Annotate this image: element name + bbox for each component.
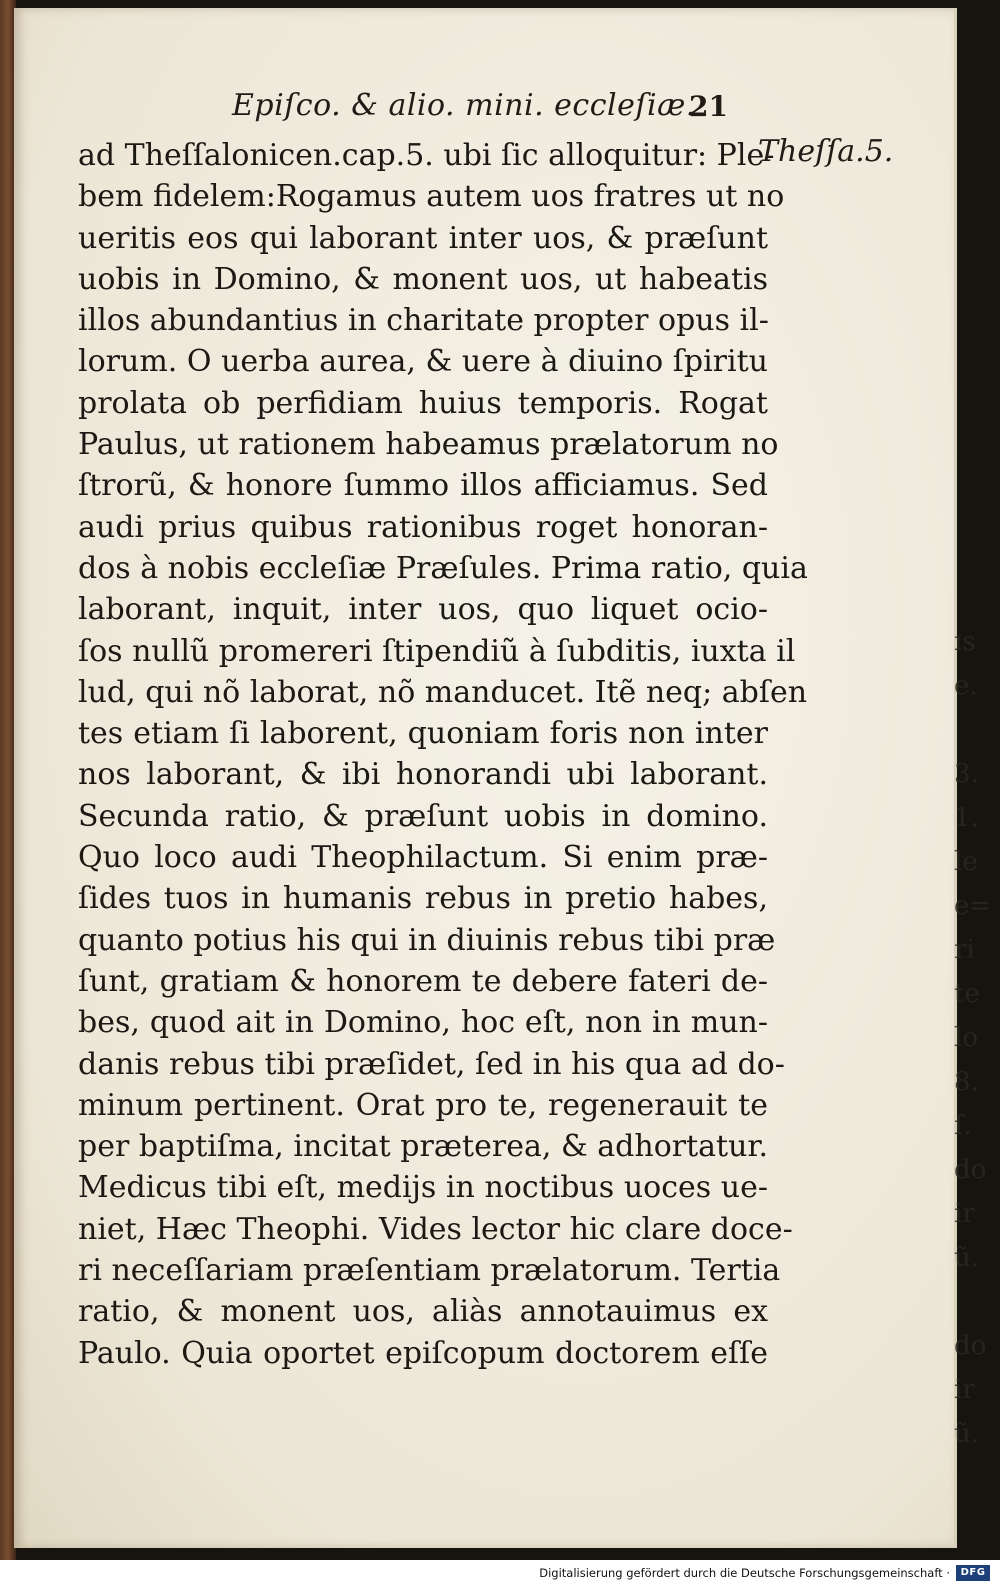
text-line: bem fidelem:Rogamus autem uos fratres ut no	[78, 179, 785, 215]
text-line: dos à nobis eccleſiæ Præſules. Prima ratio, quia	[78, 550, 808, 586]
page-number: 21	[689, 90, 728, 123]
next-page-fragment: do	[954, 1331, 987, 1361]
text-line: illos abundantius in charitate propter opus il-	[78, 303, 769, 339]
next-page-fragment	[954, 708, 1000, 752]
text-line: lorum. O uerba aurea, & uere à diuino ſpiritu	[78, 344, 768, 380]
text-line: ſunt, gratiam & honorem te debere fateri de-	[78, 963, 768, 999]
text-line: minum pertinent. Orat pro te, regenerauit te	[78, 1087, 768, 1123]
text-line: danis rebus tibi præſidet, ſed in his qua ad do-	[78, 1046, 785, 1082]
footer-credit: Digitalisierung gefördert durch die Deutsche Forschungsgemeinschaft ·	[539, 1566, 950, 1580]
text-line: Paulus, ut rationem habeamus prælatorum no	[78, 427, 779, 463]
next-page-fragment: e=	[954, 891, 992, 921]
next-page-fragment	[954, 1280, 1000, 1324]
text-line: ſos nullũ promereri ſtipendiũ à ſubditis, iuxta il	[78, 633, 796, 669]
text-line: bes, quod ait in Domino, hoc eſt, non in mun-	[78, 1005, 768, 1041]
next-page-fragment: ſ.	[954, 1111, 972, 1141]
next-page-fragment: lo	[954, 1023, 978, 1053]
text-line: laborant, inquit, inter uos, quo liquet ocio-	[78, 592, 768, 628]
text-line: ſtrorũ, & honore ſummo illos afficiamus. Sed	[78, 468, 768, 504]
next-page-fragment: ri	[954, 935, 975, 965]
text-line: Paulo. Quia oportet epiſcopum doctorem eſſe	[78, 1335, 768, 1371]
text-line: ſides tuos in humanis rebus in pretio habes,	[78, 881, 768, 917]
next-page-fragment: 1.	[954, 803, 979, 833]
next-page-fragment: le	[954, 847, 978, 877]
dfg-logo: DFG	[956, 1565, 990, 1581]
next-page-fragment: e.	[954, 671, 978, 701]
next-page-fragment: 8.	[954, 1067, 979, 1097]
next-page-fragment: ũ.	[954, 1243, 980, 1273]
text-line: Medicus tibi eſt, medijs in noctibus uoces ue-	[78, 1170, 768, 1206]
text-line: ueritis eos qui laborant inter uos, & præſunt	[78, 220, 768, 256]
next-page-fragment: 3.	[954, 759, 979, 789]
text-line: Secunda ratio, & præſunt uobis in domino.	[78, 798, 768, 834]
text-line: per baptiſma, incitat præterea, & adhortatur.	[78, 1129, 768, 1165]
text-line: ri neceſſariam præſentiam prælatorum. Tertia	[78, 1253, 781, 1289]
text-line: tes etiam ſi laborent, quoniam foris non inter	[78, 716, 768, 752]
text-line: ad Theſſalonicen.cap.5. ubi ſic alloquitur: Ple-	[78, 138, 775, 173]
next-page-fragment: te	[954, 979, 980, 1009]
page	[14, 8, 957, 1548]
footer-bar	[0, 1560, 1000, 1588]
text-line: ratio, & monent uos, aliàs annotauimus ex	[78, 1294, 768, 1330]
text-line: niet, Hæc Theophi. Vides lector hic clare doce-	[78, 1211, 793, 1247]
next-page-fragment: ıs	[954, 627, 976, 657]
text-line: quanto potius his qui in diuinis rebus tibi præ	[78, 922, 776, 958]
next-page-fragment: ir	[954, 1375, 975, 1405]
body-text	[78, 135, 808, 1374]
text-line: audi prius quibus rationibus roget honoran-	[78, 509, 768, 545]
next-page-fragment: do	[954, 1155, 987, 1185]
text-line: uobis in Domino, & monent uos, ut habeatis	[78, 261, 768, 297]
text-line: prolata ob perfidiam huius temporis. Rogat	[78, 385, 768, 421]
text-line: nos laborant, & ibi honorandi ubi laborant.	[78, 757, 768, 793]
running-title: Epiſco. & alio. mini. eccleſiæ.	[232, 88, 696, 123]
next-page-fragment: ir	[954, 1199, 975, 1229]
next-page-edge	[954, 620, 1000, 1449]
text-line: lud, qui nõ laborat, nõ manducet. Itẽ neq; abſen	[78, 674, 808, 710]
text-line: Quo loco audi Theophilactum. Si enim præ-	[78, 840, 768, 876]
next-page-fragment: ũ.	[954, 1419, 980, 1449]
marginal-note: Theſſa.5.	[758, 134, 894, 169]
running-header	[232, 88, 752, 132]
